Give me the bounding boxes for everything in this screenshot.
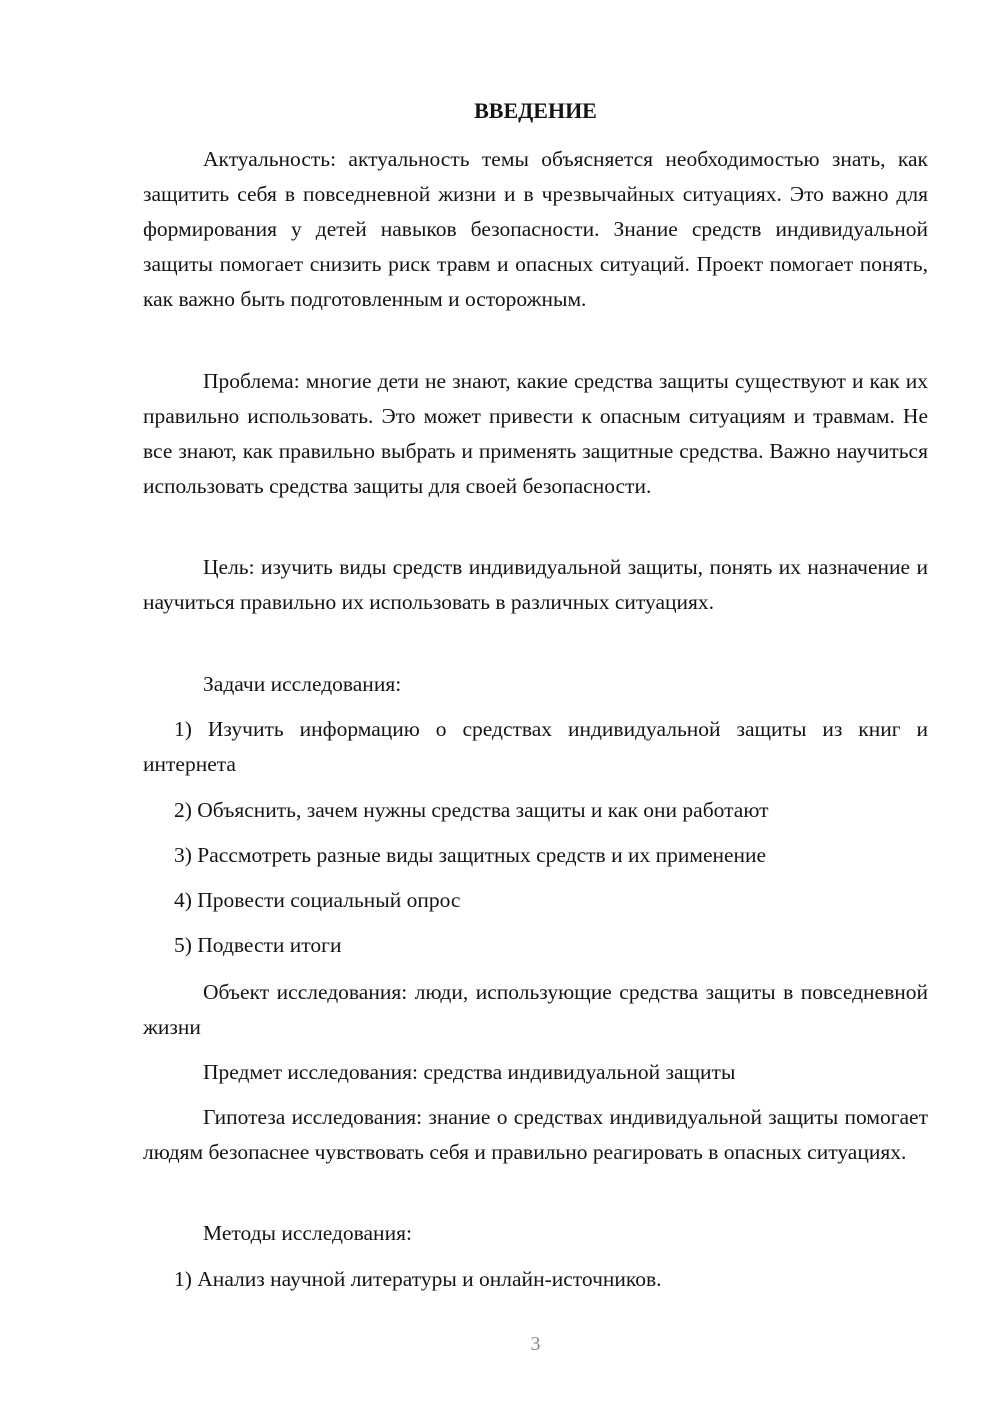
page-title: ВВЕДЕНИЕ bbox=[474, 98, 597, 123]
task-item-1: 1) Изучить информацию о средствах индивидуальной защиты из книг и интернета bbox=[143, 717, 928, 776]
document-page bbox=[143, 0, 928, 1414]
task-item-2: 2) Объяснить, зачем нужны средства защиты и как они работают bbox=[174, 798, 769, 822]
page-number: 3 bbox=[530, 1333, 541, 1355]
hypothesis-paragraph: Гипотеза исследования: знание о средствах индивидуальной защиты помогает людям безопаснее чувствовать себя и правильно реагировать в опасных ситуациях. bbox=[143, 1105, 928, 1164]
problem-paragraph: Проблема: многие дети не знают, какие средства защиты существуют и как их правильно использовать. Это может привести к опасным ситуациям и травмам. Не все знают, как правильно выбрать и применять защитные средства. Важно научиться использовать средства защиты для своей безопасности. bbox=[143, 369, 928, 498]
method-item-1: 1) Анализ научной литературы и онлайн-источников. bbox=[174, 1267, 662, 1291]
task-item-3: 3) Рассмотреть разные виды защитных средств и их применение bbox=[174, 843, 767, 867]
relevance-paragraph: Актуальность: актуальность темы объясняется необходимостью знать, как защитить себя в повседневной жизни и в чрезвычайных ситуациях. Это важно для формирования у детей навыков безопасности. Знание средств индивидуальной защиты помогает снизить риск травм и опасных ситуаций. Проект помогает понять, как важно быть подготовленным и осторожным. bbox=[143, 147, 928, 311]
object-paragraph: Объект исследования: люди, использующие средства защиты в повседневной жизни bbox=[143, 980, 928, 1039]
goal-paragraph: Цель: изучить виды средств индивидуальной защиты, понять их назначение и научиться правильно их использовать в различных ситуациях. bbox=[143, 555, 928, 614]
task-item-5: 5) Подвести итоги bbox=[174, 933, 342, 957]
subject-paragraph: Предмет исследования: средства индивидуальной защиты bbox=[203, 1060, 736, 1084]
tasks-heading: Задачи исследования: bbox=[203, 672, 402, 696]
task-item-4: 4) Провести социальный опрос bbox=[174, 888, 461, 912]
methods-heading: Методы исследования: bbox=[203, 1221, 412, 1245]
